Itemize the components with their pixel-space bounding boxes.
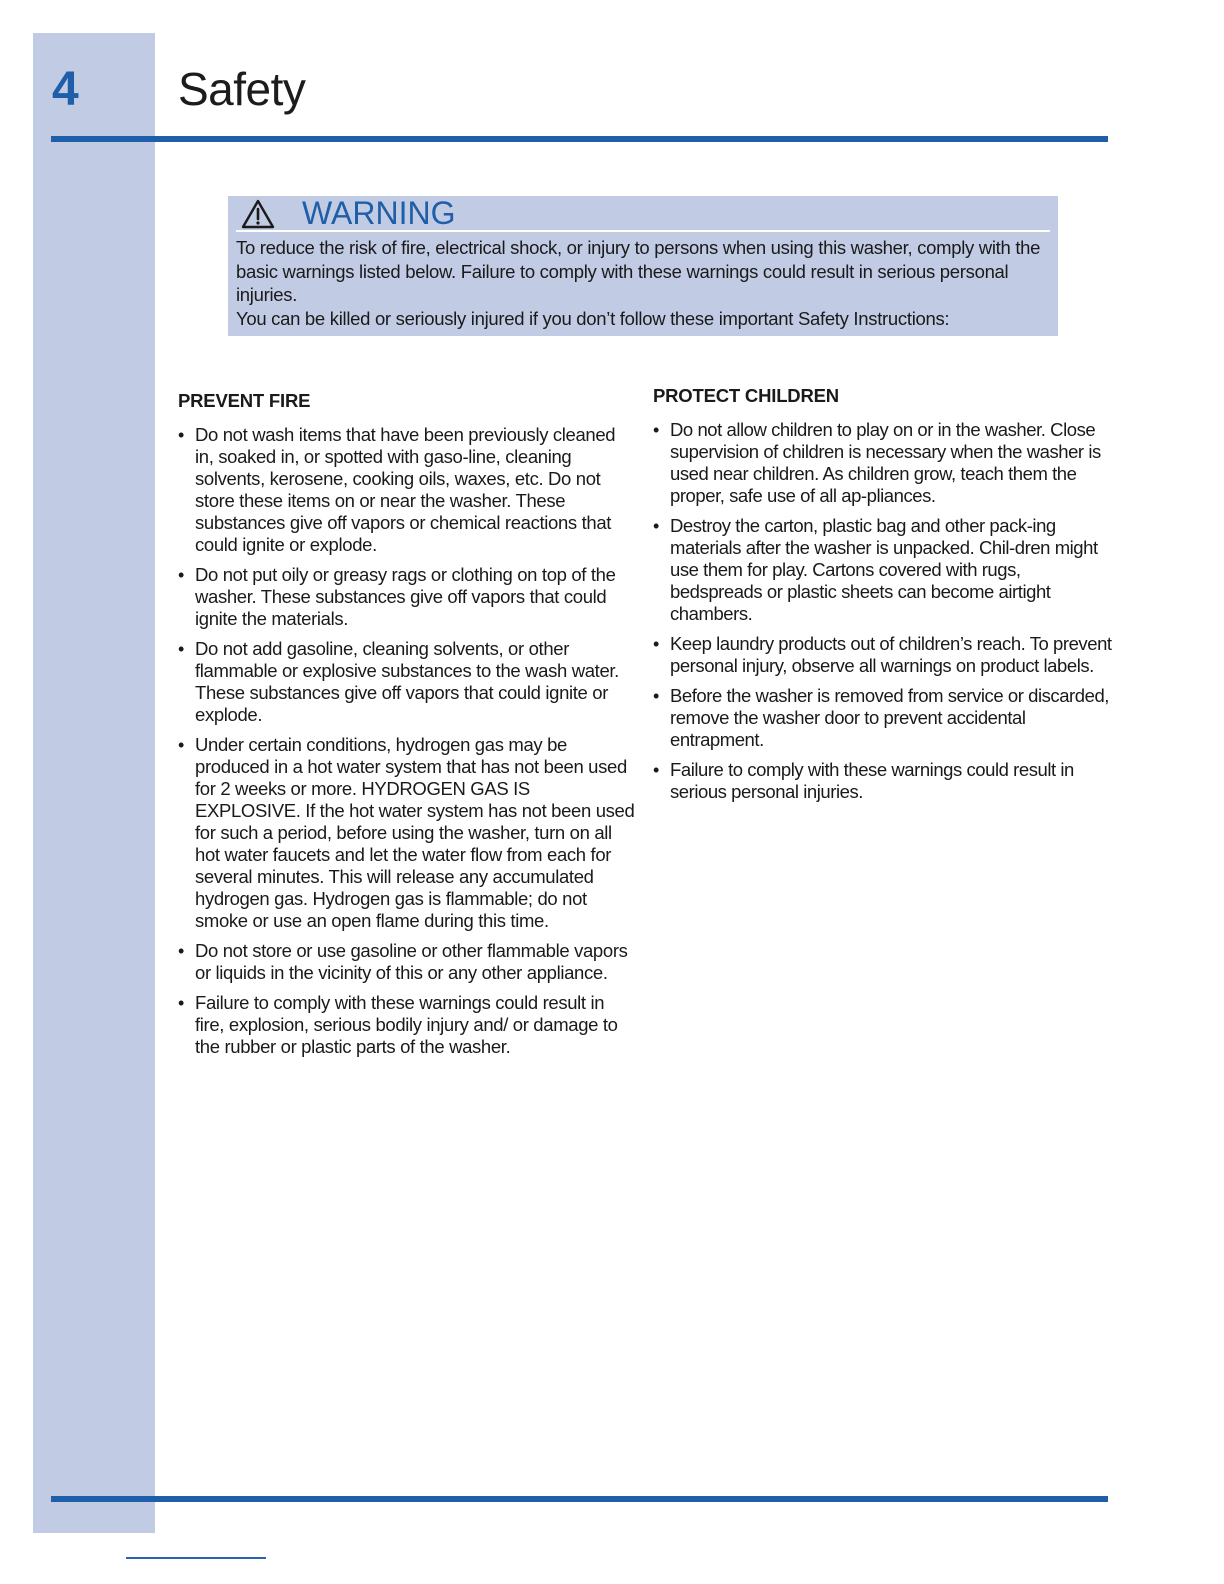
prevent-fire-section xyxy=(178,390,638,1066)
header-rule xyxy=(51,136,1108,142)
prevent-fire-list xyxy=(178,424,638,1058)
list-item: • Do not allow children to play on or in the washer. Close supervision of children is necessary when the washer is used near children. As children grow, teach them the proper, safe use of all ap-pliances. xyxy=(653,419,1113,507)
warning-label: WARNING xyxy=(302,195,456,231)
list-item: • Do not wash items that have been previously cleaned in, soaked in, or spotted with gaso-line, cleaning solvents, kerosene, cooking oils, waxes, etc. Do not store these items on or near the washer. These substances give off vapors or chemical reactions that could ignite or explode. xyxy=(178,424,638,556)
warning-triangle-icon xyxy=(241,199,275,229)
list-item: • Do not add gasoline, cleaning solvents, or other flammable or explosive substances to the wash water. These substances give off vapors that could ignite or explode. xyxy=(178,638,638,726)
footer-rule xyxy=(51,1496,1108,1502)
protect-children-heading: PROTECT CHILDREN xyxy=(653,385,839,406)
protect-children-section xyxy=(653,385,1113,811)
protect-children-list xyxy=(653,419,1113,803)
warning-box xyxy=(228,196,1058,336)
side-band xyxy=(33,33,155,1533)
warning-body xyxy=(236,236,1050,330)
warning-consequence-text: You can be killed or seriously injured if you don’t follow these important Safety Instructions: xyxy=(236,307,950,329)
list-item: • Do not put oily or greasy rags or clothing on top of the washer. These substances give off vapors that could ignite the materials. xyxy=(178,564,638,630)
list-item: • Do not store or use gasoline or other flammable vapors or liquids in the vicinity of this or any other appliance. xyxy=(178,940,638,984)
list-item: • Under certain conditions, hydrogen gas may be produced in a hot water system that has not been used for 2 weeks or more. HYDROGEN GAS IS EXPLOSIVE. If the hot water system has not been used for such a period, before using the washer, turn on all hot water faucets and let the water flow from each for several minutes. This will release any accumulated hydrogen gas. Hydrogen gas is flammable; do not smoke or use an open flame during this time. xyxy=(178,734,638,932)
list-item: • Failure to comply with these warnings could result in fire, explosion, serious bodily injury and/ or damage to the rubber or plastic parts of the washer. xyxy=(178,992,638,1058)
list-item: • Before the washer is removed from service or discarded, remove the washer door to prevent accidental entrapment. xyxy=(653,685,1113,751)
footer-link-underline[interactable] xyxy=(126,1557,266,1559)
list-item: • Keep laundry products out of children’s reach. To prevent personal injury, observe all warnings on product labels. xyxy=(653,633,1113,677)
prevent-fire-heading: PREVENT FIRE xyxy=(178,390,311,411)
page-number: 4 xyxy=(52,63,79,116)
list-item: • Failure to comply with these warnings could result in serious personal injuries. xyxy=(653,759,1113,803)
warning-text: To reduce the risk of fire, electrical shock, or injury to persons when using this washer, comply with the basic warnings listed below. Failure to comply with these warnings could result in serious personal injuries. xyxy=(236,237,1041,305)
page-title: Safety xyxy=(178,63,306,115)
warning-header xyxy=(236,196,1050,232)
list-item: • Destroy the carton, plastic bag and other pack-ing materials after the washer is unpacked. Chil-dren might use them for play. Cartons covered with rugs, bedspreads or plastic sheets can become airtight chambers. xyxy=(653,515,1113,625)
